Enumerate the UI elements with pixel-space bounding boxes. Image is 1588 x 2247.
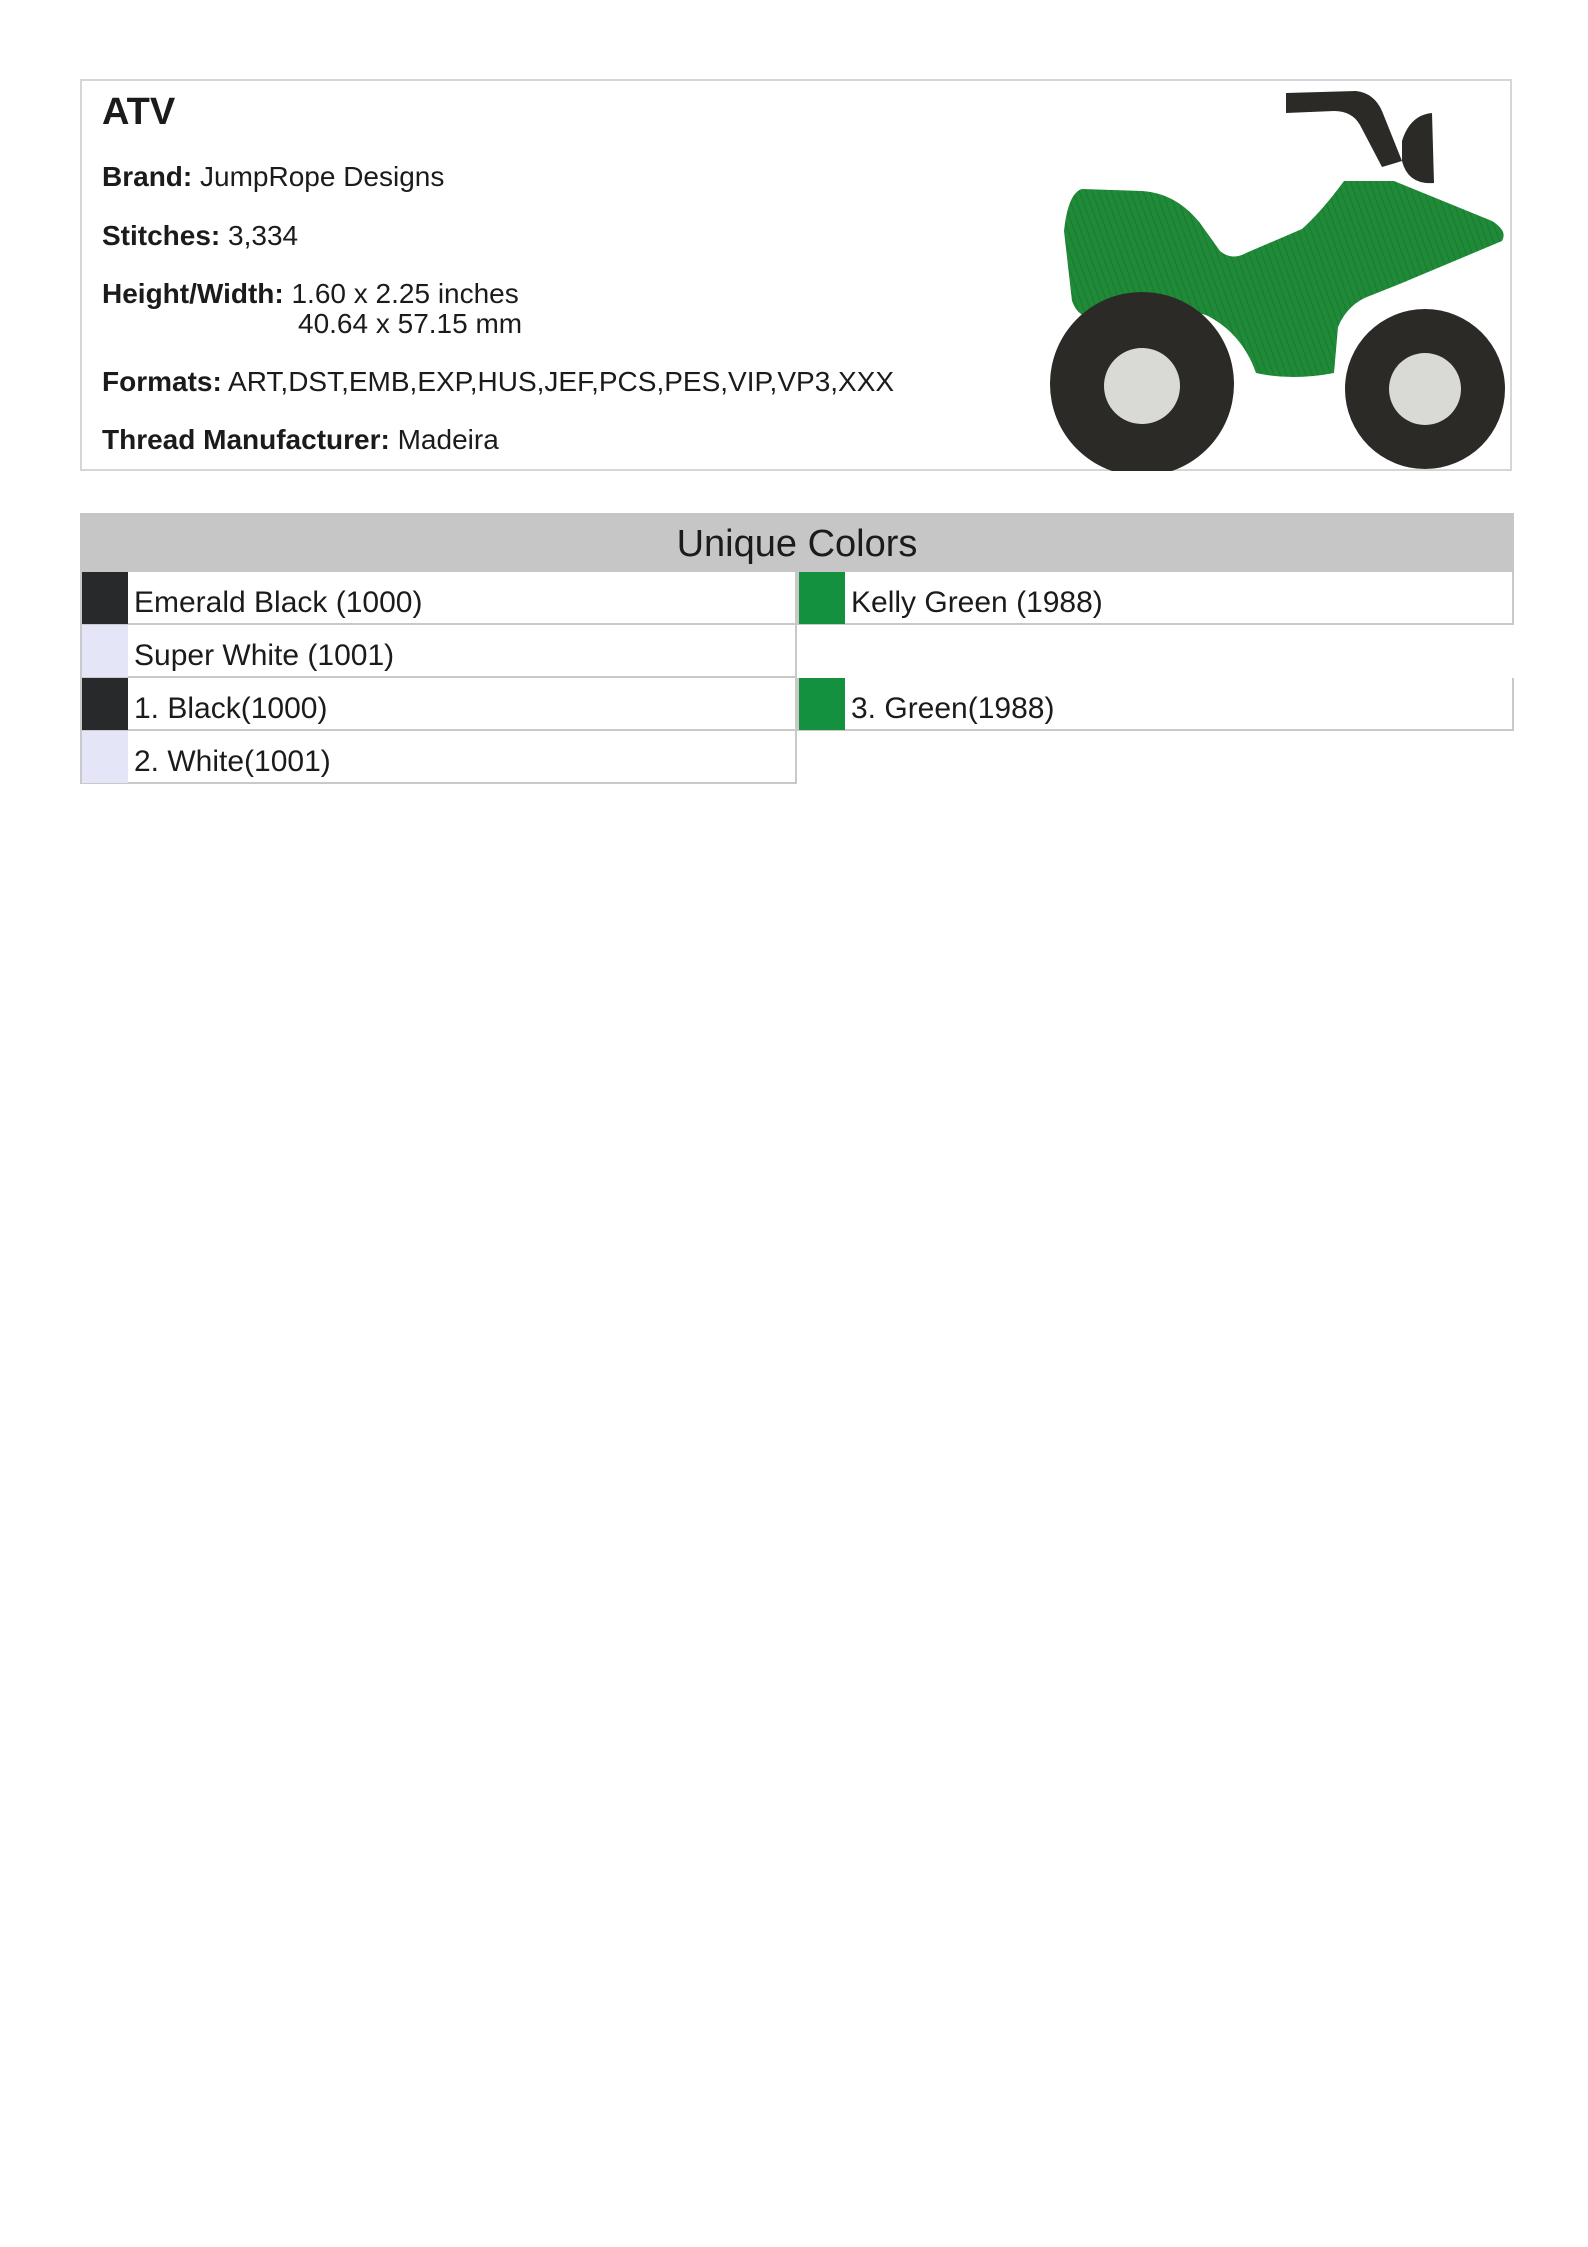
color-swatch [82, 678, 128, 730]
atv-embroidery-image [962, 81, 1512, 471]
color-label: 1. Black(1000) [134, 692, 328, 725]
stitches-label: Stitches: [102, 220, 221, 251]
brand-value: JumpRope Designs [192, 161, 445, 192]
color-swatch [82, 572, 128, 624]
color-cell [80, 678, 797, 731]
formats-field [102, 366, 894, 398]
color-label: 3. Green(1988) [851, 692, 1055, 725]
color-label: 2. White(1001) [134, 745, 331, 778]
unique-colors-header: Unique Colors [80, 513, 1514, 572]
design-title: ATV [102, 91, 176, 133]
brand-label: Brand: [102, 161, 193, 192]
color-cell [797, 678, 1514, 731]
brand-field [102, 161, 444, 193]
height-width-mm: 40.64 x 57.15 mm [298, 308, 523, 339]
color-label: Emerald Black (1000) [134, 586, 423, 619]
formats-label: Formats: [102, 366, 222, 397]
color-swatch [82, 731, 128, 783]
thread-value: Madeira [389, 424, 499, 455]
stitches-value: 3,334 [220, 220, 299, 251]
stitches-field [102, 220, 298, 252]
headlight-shape [1402, 113, 1434, 183]
color-cell [80, 625, 797, 678]
height-width-field [102, 278, 519, 310]
color-cell [80, 731, 797, 784]
front-hub-shape [1389, 353, 1461, 425]
color-cell [797, 572, 1514, 625]
formats-value: ART,DST,EMB,EXP,HUS,JEF,PCS,PES,VIP,VP3,XXX [221, 366, 895, 397]
design-info-box [80, 79, 1512, 471]
color-swatch [799, 678, 845, 730]
height-width-label: Height/Width: [102, 278, 284, 309]
color-swatch [82, 625, 128, 677]
height-width-inches: 1.60 x 2.25 inches [283, 278, 519, 309]
thread-label: Thread Manufacturer: [102, 424, 390, 455]
color-label: Super White (1001) [134, 639, 395, 672]
color-swatch [799, 572, 845, 624]
thread-field [102, 424, 499, 456]
color-label: Kelly Green (1988) [851, 586, 1103, 619]
handlebar-shape [1286, 91, 1402, 167]
color-cell [80, 572, 797, 625]
rear-hub-shape [1104, 348, 1180, 424]
